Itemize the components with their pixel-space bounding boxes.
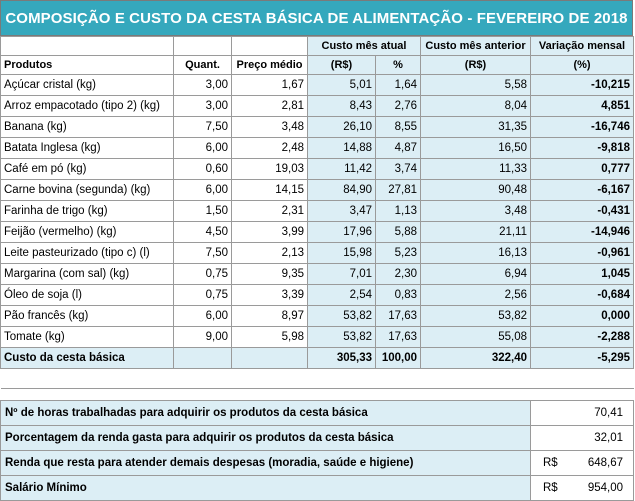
header-current-rs: (R$)	[308, 56, 376, 75]
header-current-month: Custo mês atual	[308, 37, 421, 56]
table-row	[1, 201, 634, 222]
summary-value-cell	[531, 401, 634, 426]
summary-row	[1, 451, 634, 476]
summary-label: Porcentagem da renda gasta para adquirir os produtos da cesta básica	[1, 426, 531, 451]
header-blank	[232, 37, 308, 56]
cell-product: Pão francês (kg)	[1, 306, 174, 327]
currency-prefix: R$	[543, 457, 558, 469]
cell-current-cost: 7,01	[308, 264, 376, 285]
cell-current-pct: 1,13	[376, 201, 421, 222]
header-blank	[174, 37, 232, 56]
cell-current-cost: 17,96	[308, 222, 376, 243]
total-blank	[232, 348, 308, 369]
cell-product: Carne bovina (segunda) (kg)	[1, 180, 174, 201]
table-row	[1, 96, 634, 117]
spacer-cell	[308, 369, 376, 389]
header-row-columns	[1, 56, 634, 75]
cell-variation: -2,288	[531, 327, 634, 348]
cell-quantity: 6,00	[174, 180, 232, 201]
cell-variation: 0,000	[531, 306, 634, 327]
cell-current-pct: 3,74	[376, 159, 421, 180]
cell-product: Tomate (kg)	[1, 327, 174, 348]
cell-quantity: 4,50	[174, 222, 232, 243]
summary-value-wrap	[535, 407, 629, 419]
cell-current-pct: 4,87	[376, 138, 421, 159]
cell-quantity: 7,50	[174, 117, 232, 138]
cell-current-cost: 53,82	[308, 327, 376, 348]
header-products: Produtos	[1, 56, 174, 75]
summary-value-wrap	[535, 482, 629, 494]
cell-current-pct: 27,81	[376, 180, 421, 201]
cell-current-cost: 3,47	[308, 201, 376, 222]
cell-current-cost: 14,88	[308, 138, 376, 159]
cell-current-cost: 11,42	[308, 159, 376, 180]
table-row	[1, 243, 634, 264]
cell-average-price: 3,99	[232, 222, 308, 243]
cell-variation: -9,818	[531, 138, 634, 159]
total-current-cost: 305,33	[308, 348, 376, 369]
spacer-cell	[376, 369, 421, 389]
table-row	[1, 222, 634, 243]
cell-variation: -6,167	[531, 180, 634, 201]
summary-row	[1, 426, 634, 451]
table-row	[1, 264, 634, 285]
table-row	[1, 75, 634, 96]
header-monthly-variation: Variação mensal	[531, 37, 634, 56]
header-row-groups	[1, 37, 634, 56]
cell-current-pct: 17,63	[376, 327, 421, 348]
spacer-cell	[1, 369, 174, 389]
cell-current-pct: 1,64	[376, 75, 421, 96]
total-blank	[174, 348, 232, 369]
summary-value-cell	[531, 451, 634, 476]
cell-average-price: 8,97	[232, 306, 308, 327]
summary-value-wrap	[535, 457, 629, 469]
summary-label: Renda que resta para atender demais despesas (moradia, saúde e higiene)	[1, 451, 531, 476]
total-previous-cost: 322,40	[421, 348, 531, 369]
cell-average-price: 14,15	[232, 180, 308, 201]
cell-variation: -0,961	[531, 243, 634, 264]
cell-product: Margarina (com sal) (kg)	[1, 264, 174, 285]
table-row	[1, 138, 634, 159]
cell-previous-cost: 90,48	[421, 180, 531, 201]
basket-cost-table	[0, 36, 634, 389]
spacer-cell	[174, 369, 232, 389]
table-row	[1, 327, 634, 348]
cell-product: Açúcar cristal (kg)	[1, 75, 174, 96]
cell-average-price: 2,13	[232, 243, 308, 264]
total-variation: -5,295	[531, 348, 634, 369]
summary-row	[1, 476, 634, 501]
table-row	[1, 159, 634, 180]
total-current-pct: 100,00	[376, 348, 421, 369]
cell-previous-cost: 5,58	[421, 75, 531, 96]
cell-variation: -0,431	[531, 201, 634, 222]
cell-previous-cost: 53,82	[421, 306, 531, 327]
cell-variation: 1,045	[531, 264, 634, 285]
summary-label: Nº de horas trabalhadas para adquirir os produtos da cesta básica	[1, 401, 531, 426]
header-blank	[1, 37, 174, 56]
cell-current-pct: 2,76	[376, 96, 421, 117]
cell-current-cost: 5,01	[308, 75, 376, 96]
summary-label: Salário Mínimo	[1, 476, 531, 501]
cell-average-price: 5,98	[232, 327, 308, 348]
summary-value: 954,00	[587, 482, 623, 494]
cell-current-cost: 26,10	[308, 117, 376, 138]
cell-quantity: 6,00	[174, 138, 232, 159]
cell-average-price: 9,35	[232, 264, 308, 285]
currency-prefix: R$	[543, 482, 558, 494]
cell-variation: 0,777	[531, 159, 634, 180]
cell-quantity: 0,60	[174, 159, 232, 180]
cell-quantity: 0,75	[174, 264, 232, 285]
cell-quantity: 6,00	[174, 306, 232, 327]
cell-previous-cost: 55,08	[421, 327, 531, 348]
cell-current-cost: 15,98	[308, 243, 376, 264]
cell-current-pct: 0,83	[376, 285, 421, 306]
cell-previous-cost: 6,94	[421, 264, 531, 285]
table-row	[1, 117, 634, 138]
summary-value: 70,41	[594, 407, 623, 419]
total-label: Custo da cesta básica	[1, 348, 174, 369]
cell-variation: -16,746	[531, 117, 634, 138]
cell-quantity: 3,00	[174, 75, 232, 96]
cell-product: Arroz empacotado (tipo 2) (kg)	[1, 96, 174, 117]
header-previous-rs: (R$)	[421, 56, 531, 75]
cell-current-pct: 17,63	[376, 306, 421, 327]
cell-previous-cost: 16,13	[421, 243, 531, 264]
cell-average-price: 2,31	[232, 201, 308, 222]
cell-previous-cost: 16,50	[421, 138, 531, 159]
cell-current-pct: 2,30	[376, 264, 421, 285]
cell-previous-cost: 31,35	[421, 117, 531, 138]
cell-previous-cost: 21,11	[421, 222, 531, 243]
header-quantity: Quant.	[174, 56, 232, 75]
sheet-title: COMPOSIÇÃO E CUSTO DA CESTA BÁSICA DE ALIMENTAÇÃO - FEVEREIRO DE 2018	[0, 0, 633, 36]
table-row	[1, 285, 634, 306]
cell-current-cost: 8,43	[308, 96, 376, 117]
cell-product: Farinha de trigo (kg)	[1, 201, 174, 222]
total-row	[1, 348, 634, 369]
cell-quantity: 0,75	[174, 285, 232, 306]
cell-previous-cost: 11,33	[421, 159, 531, 180]
spacer-cell	[421, 369, 531, 389]
table-row	[1, 306, 634, 327]
cell-previous-cost: 8,04	[421, 96, 531, 117]
summary-row	[1, 401, 634, 426]
cell-average-price: 2,48	[232, 138, 308, 159]
cell-current-pct: 5,88	[376, 222, 421, 243]
summary-value: 32,01	[594, 432, 623, 444]
cell-average-price: 2,81	[232, 96, 308, 117]
cell-quantity: 3,00	[174, 96, 232, 117]
summary-value-cell	[531, 476, 634, 501]
cell-average-price: 19,03	[232, 159, 308, 180]
header-variation-pct: (%)	[531, 56, 634, 75]
spacer-row	[1, 369, 634, 389]
cell-current-cost: 84,90	[308, 180, 376, 201]
cell-variation: -0,684	[531, 285, 634, 306]
cell-average-price: 3,48	[232, 117, 308, 138]
cell-product: Café em pó (kg)	[1, 159, 174, 180]
cell-quantity: 1,50	[174, 201, 232, 222]
summary-value-cell	[531, 426, 634, 451]
cell-product: Banana (kg)	[1, 117, 174, 138]
cell-quantity: 7,50	[174, 243, 232, 264]
header-current-pct: %	[376, 56, 421, 75]
cell-product: Batata Inglesa (kg)	[1, 138, 174, 159]
cell-previous-cost: 3,48	[421, 201, 531, 222]
cell-product: Feijão (vermelho) (kg)	[1, 222, 174, 243]
cell-product: Leite pasteurizado (tipo c) (l)	[1, 243, 174, 264]
cell-quantity: 9,00	[174, 327, 232, 348]
summary-table	[0, 400, 634, 501]
cell-variation: -10,215	[531, 75, 634, 96]
cell-current-pct: 5,23	[376, 243, 421, 264]
cell-variation: 4,851	[531, 96, 634, 117]
cell-current-cost: 2,54	[308, 285, 376, 306]
table-row	[1, 180, 634, 201]
cell-current-cost: 53,82	[308, 306, 376, 327]
spacer-cell	[232, 369, 308, 389]
summary-value: 648,67	[587, 457, 623, 469]
spacer-cell	[531, 369, 634, 389]
header-average-price: Preço médio	[232, 56, 308, 75]
cell-current-pct: 8,55	[376, 117, 421, 138]
header-previous-month: Custo mês anterior	[421, 37, 531, 56]
summary-value-wrap	[535, 432, 629, 444]
cell-variation: -14,946	[531, 222, 634, 243]
cell-previous-cost: 2,56	[421, 285, 531, 306]
cell-average-price: 1,67	[232, 75, 308, 96]
cell-average-price: 3,39	[232, 285, 308, 306]
cell-product: Óleo de soja (l)	[1, 285, 174, 306]
